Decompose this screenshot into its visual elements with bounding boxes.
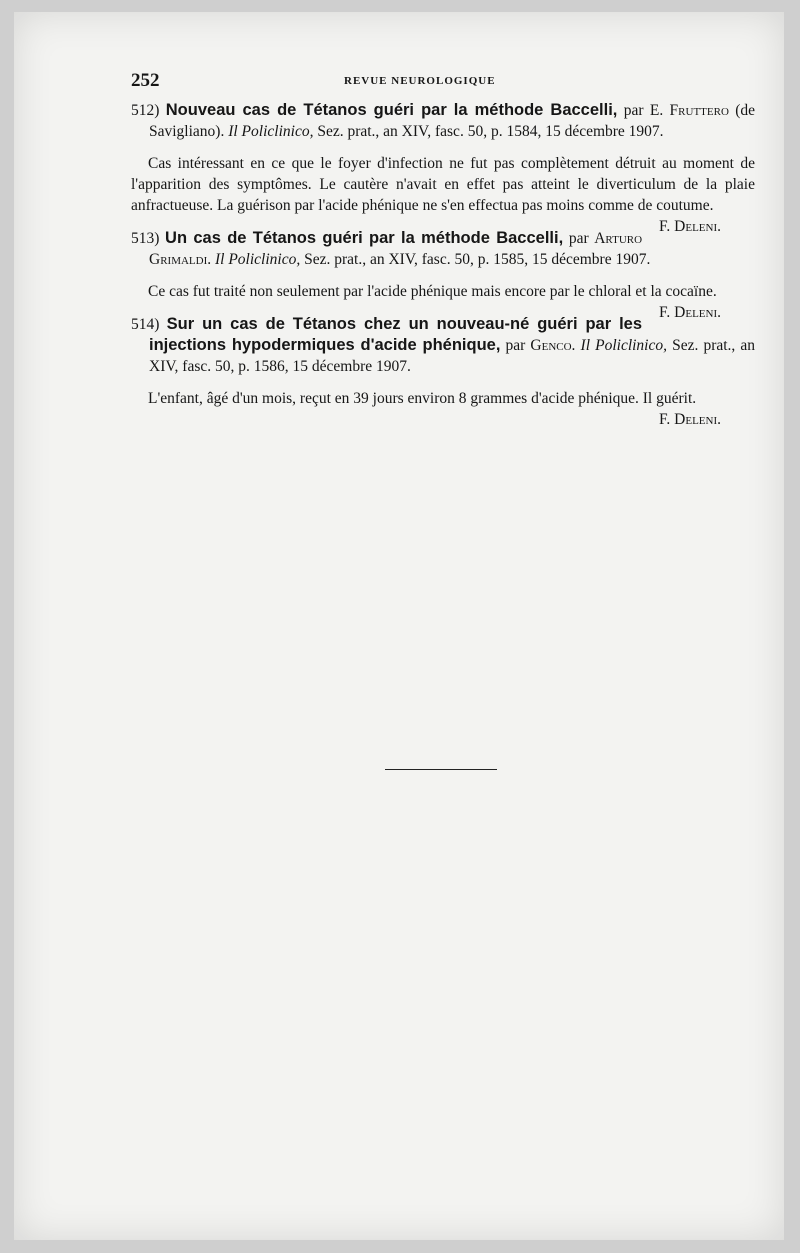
author-name: Fruttero: [669, 102, 729, 119]
reviewer-signature: F. Deleni.: [659, 218, 721, 235]
entry-by: par: [568, 230, 589, 247]
reviewer-signature: F. Deleni.: [659, 411, 721, 428]
journal-title: Il Policlinico,: [228, 123, 314, 140]
entry-513-abstract: [131, 281, 755, 321]
entry-by: par: [505, 337, 526, 354]
abstract-text: L'enfant, âgé d'un mois, reçut en 39 jours environ 8 grammes d'acide phénique. Il guérit.: [148, 390, 697, 407]
entry-title: Nouveau cas de Tétanos guéri par la méthode Baccelli,: [165, 101, 618, 119]
author-name: Arturo Grimaldi.: [149, 230, 643, 268]
author-initial: E.: [649, 102, 664, 119]
reviewer-signature: F. Deleni.: [659, 304, 721, 321]
page: [14, 12, 784, 1240]
entry-512-heading: [131, 100, 755, 142]
page-header: [131, 70, 755, 100]
entry-by: par: [623, 102, 644, 119]
citation-details: Sez. prat., an XIV, fasc. 50, p. 1585, 15 décembre 1907.: [304, 251, 651, 268]
entry-514-heading: [131, 314, 755, 377]
entry-514-abstract: [131, 388, 755, 428]
citation-details: Sez. prat., an XIV, fasc. 50, p. 1584, 15 décembre 1907.: [317, 123, 664, 140]
journal-title: Il Policlinico,: [580, 337, 667, 354]
page-number: 252: [131, 70, 160, 91]
entry-number: 514): [131, 316, 160, 333]
entry-number: 512): [131, 102, 160, 119]
abstract-text: Ce cas fut traité non seulement par l'acide phénique mais encore par le chloral et la cocaïne.: [148, 283, 717, 300]
entry-512-abstract: [131, 153, 755, 235]
citation-prefix: (de Savigliano).: [149, 102, 756, 140]
section-end-rule: [385, 769, 497, 770]
abstract-text: Cas intéressant en ce que le foyer d'infection ne fut pas complètement détruit au moment de l'apparition des symptômes. Le cautère n'avait en effet pas atteint le diverticulum de la plaie anfractueuse. La guérison par l'acide phénique ne s'en effectua pas moins comme de coutume.: [131, 155, 755, 214]
journal-title: Il Policlinico,: [215, 251, 301, 268]
running-head: REVUE NEUROLOGIQUE: [344, 75, 496, 87]
page-content: [131, 70, 755, 430]
citation-details: Sez. prat., an XIV, fasc. 50, p. 1586, 15 décembre 1907.: [149, 337, 756, 375]
entry-title: Sur un cas de Tétanos chez un nouveau-né guéri par les injections hypodermiques d'acide phénique,: [149, 315, 643, 354]
entry-title: Un cas de Tétanos guéri par la méthode Baccelli,: [165, 229, 564, 247]
author-name: Genco.: [530, 337, 576, 354]
entry-number: 513): [131, 230, 160, 247]
